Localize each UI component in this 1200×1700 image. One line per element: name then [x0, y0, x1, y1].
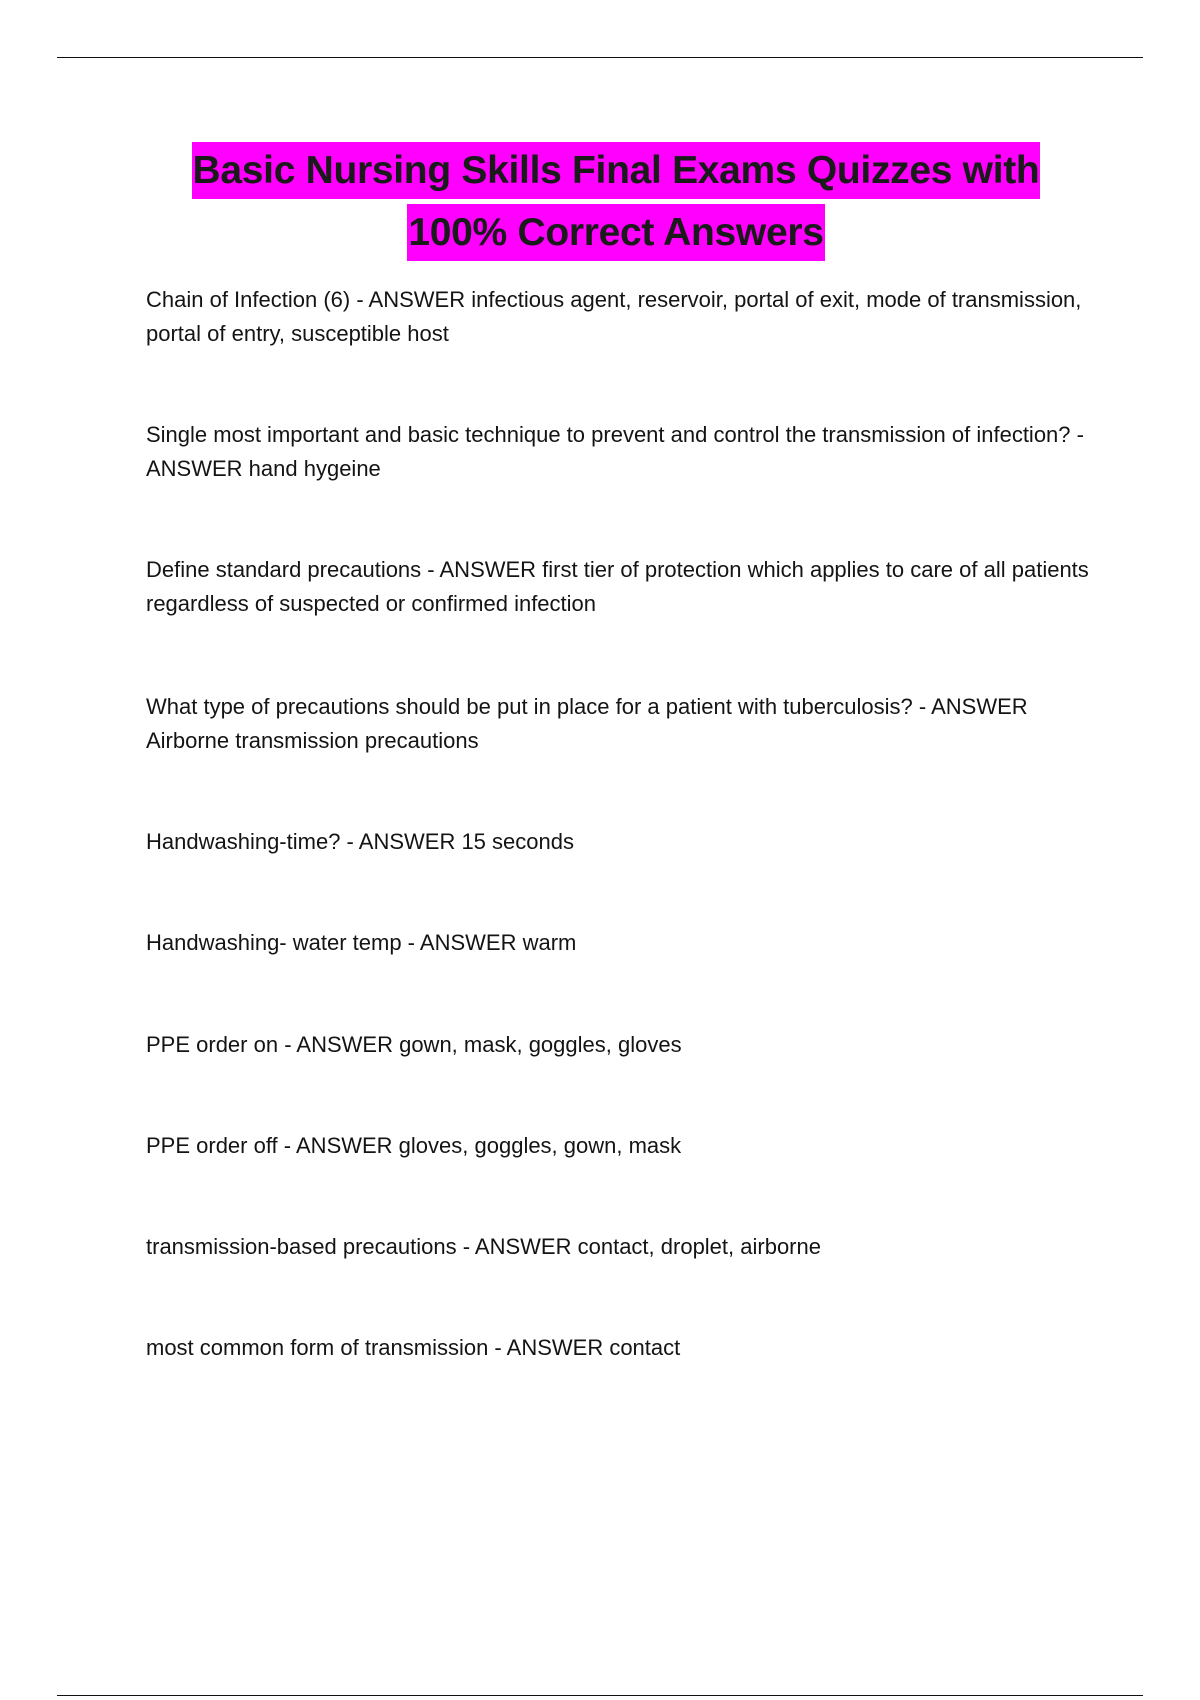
- qa-item: Handwashing-time? - ANSWER 15 seconds: [146, 829, 574, 854]
- document-title: [0, 142, 1200, 266]
- qa-item: What type of precautions should be put in place for a patient with tuberculosis? - ANSWER Airborne transmission precautions: [146, 694, 1028, 753]
- bottom-rule: [57, 1695, 1143, 1696]
- qa-item: PPE order off - ANSWER gloves, goggles, gown, mask: [146, 1133, 682, 1158]
- qa-item: Single most important and basic technique to prevent and control the transmission of infection? - ANSWER hand hygeine: [146, 422, 1084, 481]
- title-line-2: 100% Correct Answers: [407, 204, 824, 261]
- qa-item: Chain of Infection (6) - ANSWER infectious agent, reservoir, portal of exit, mode of transmission, portal of entry, susceptible host: [146, 287, 1082, 346]
- top-rule: [57, 57, 1143, 58]
- qa-item: Handwashing- water temp - ANSWER warm: [146, 930, 577, 955]
- title-line-1: Basic Nursing Skills Final Exams Quizzes with: [192, 142, 1041, 199]
- qa-item: PPE order on - ANSWER gown, mask, goggles, gloves: [146, 1032, 682, 1057]
- qa-item: transmission-based precautions - ANSWER contact, droplet, airborne: [146, 1234, 821, 1259]
- qa-item: most common form of transmission - ANSWER contact: [146, 1335, 681, 1360]
- qa-item: Define standard precautions - ANSWER first tier of protection which applies to care of all patients regardless of suspected or confirmed infection: [146, 557, 1089, 616]
